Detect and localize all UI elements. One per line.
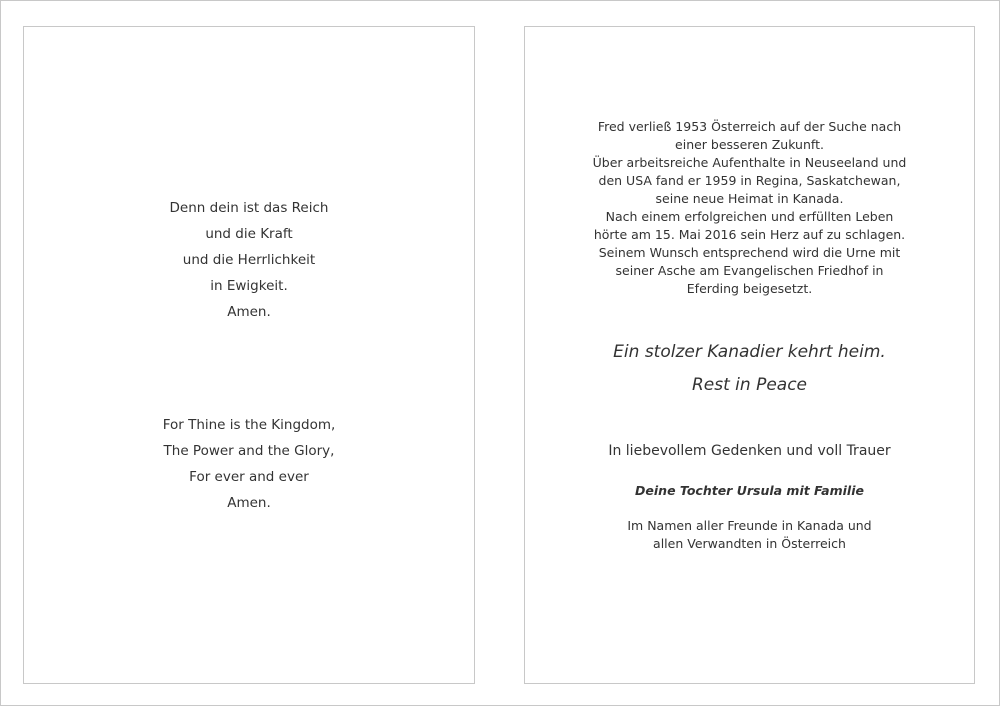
left-page [23, 26, 475, 684]
prayer-line: Amen. [227, 495, 271, 511]
biography [525, 118, 974, 298]
bio-line: Nach einem erfolgreichen und erfüllten Leben [605, 209, 894, 224]
gedenken-line: In liebevollem Gedenken und voll Trauer [608, 443, 891, 459]
english-prayer [24, 412, 474, 516]
prayer-line: Amen. [227, 304, 271, 320]
friends-line: Im Namen aller Freunde in Kanada und [627, 518, 872, 533]
motto [525, 336, 974, 402]
bio-line: einer besseren Zukunft. [675, 137, 824, 152]
bio-line: den USA fand er 1959 in Regina, Saskatchewan, [598, 173, 901, 188]
bio-line: Eferding beigesetzt. [686, 281, 813, 296]
bio-line: Über arbeitsreiche Aufenthalte in Neuseeland und [592, 155, 907, 170]
prayer-line: und die Herrlichkeit [182, 252, 316, 268]
motto-line: Ein stolzer Kanadier kehrt heim. [613, 342, 886, 362]
prayer-line: For Thine is the Kingdom, [162, 417, 336, 433]
right-page [524, 26, 975, 684]
prayer-line: The Power and the Glory, [163, 443, 335, 459]
prayer-line: For ever and ever [189, 469, 309, 485]
prayer-line: und die Kraft [205, 226, 293, 242]
prayer-line: Denn dein ist das Reich [169, 200, 329, 216]
friends-note [525, 517, 974, 553]
bio-line: seine neue Heimat in Kanada. [655, 191, 844, 206]
motto-line: Rest in Peace [691, 375, 808, 395]
bio-line: Fred verließ 1953 Österreich auf der Suche nach [597, 119, 902, 134]
family-signature: Deine Tochter Ursula mit Familie [635, 483, 864, 498]
prayer-line: in Ewigkeit. [210, 278, 288, 294]
friends-line: allen Verwandten in Österreich [653, 536, 846, 551]
german-prayer [24, 195, 474, 325]
bio-line: Seinem Wunsch entsprechend wird die Urne mit [598, 245, 901, 260]
bio-line: seiner Asche am Evangelischen Friedhof in [615, 263, 884, 278]
bio-line: hörte am 15. Mai 2016 sein Herz auf zu schlagen. [593, 227, 906, 242]
